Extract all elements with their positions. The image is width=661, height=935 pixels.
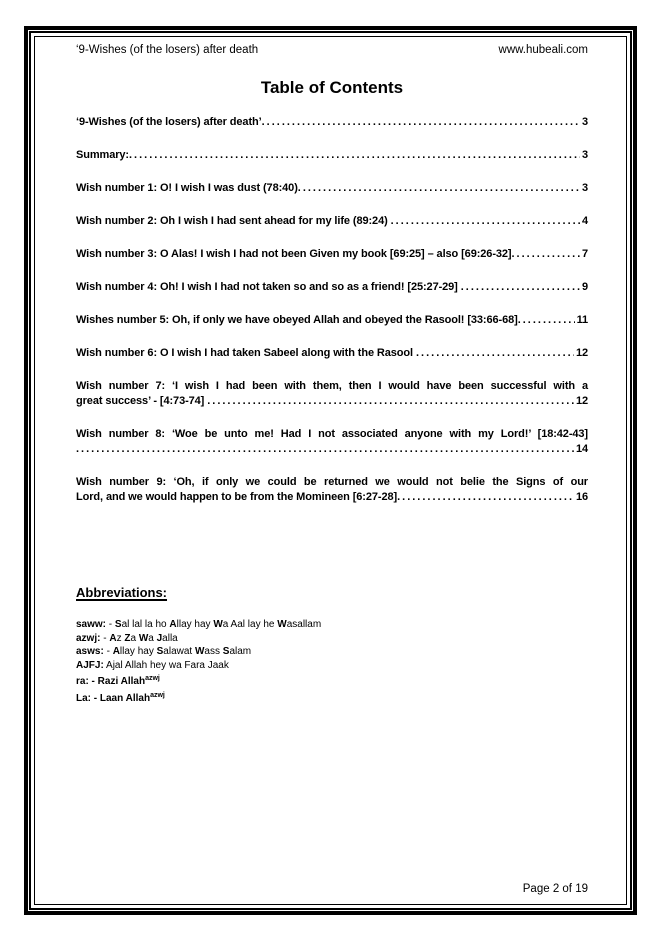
header-document-title: ‘9-Wishes (of the losers) after death bbox=[76, 44, 259, 56]
page-header bbox=[76, 43, 588, 57]
toc-title: Table of Contents bbox=[260, 78, 404, 97]
abbreviation-segment: Z bbox=[124, 632, 131, 644]
toc-page-number: 11 bbox=[576, 314, 588, 326]
toc-entry[interactable] bbox=[76, 181, 588, 196]
abbreviation-segment: llay hay bbox=[119, 646, 157, 657]
abbreviation-segment: - bbox=[106, 619, 115, 630]
abbreviation-line bbox=[76, 689, 588, 706]
toc-entry[interactable] bbox=[76, 115, 588, 130]
abbreviation-segment: al lal la ho bbox=[121, 619, 170, 630]
toc-page-number: 12 bbox=[575, 395, 588, 407]
toc-page-number: 7 bbox=[581, 248, 588, 260]
abbreviation-segment: W bbox=[213, 619, 223, 630]
toc-dot-leader bbox=[511, 247, 579, 262]
toc-dot-leader bbox=[416, 346, 574, 361]
abbreviation-segment: J bbox=[156, 632, 163, 644]
toc-dot-leader bbox=[207, 394, 574, 409]
abbreviation-segment: W bbox=[194, 646, 205, 657]
abbreviation-line bbox=[76, 645, 588, 659]
toc-dot-leader bbox=[76, 442, 574, 457]
toc-page-number: 3 bbox=[581, 116, 588, 128]
toc-entry-text: great success’ - [4:73-74] bbox=[76, 395, 208, 407]
abbreviation-segment: a Aal lay he bbox=[222, 619, 278, 630]
abbreviations-section bbox=[76, 585, 588, 705]
abbreviation-segment: asallam bbox=[286, 619, 322, 630]
toc-dot-leader bbox=[391, 214, 580, 229]
toc-entry-text: Wish number 1: O! I wish I was dust (78:40) bbox=[76, 182, 298, 194]
toc-entry[interactable] bbox=[76, 427, 588, 457]
abbreviation-line bbox=[76, 672, 588, 689]
toc-page-number: 3 bbox=[581, 149, 588, 161]
toc-page-number: 3 bbox=[581, 182, 588, 194]
toc-page-number: 9 bbox=[581, 281, 588, 293]
toc-dot-leader bbox=[397, 490, 574, 505]
abbreviation-segment: azwj bbox=[150, 691, 165, 699]
toc-entry-text: Wish number 6: O I wish I had taken Sabeel along with the Rasool bbox=[76, 347, 416, 359]
abbreviation-segment: asws: bbox=[76, 646, 104, 657]
toc-entry[interactable] bbox=[76, 313, 588, 328]
toc-entry[interactable] bbox=[76, 247, 588, 262]
abbreviations-list bbox=[76, 618, 588, 705]
abbreviation-segment: AJFJ: bbox=[76, 659, 104, 671]
toc-entry-text: Wish number 2: Oh I wish I had sent ahead for my life (89:24) bbox=[76, 215, 391, 227]
toc-entry-wrapped-line: Wish number 9: ‘Oh, if only we could be returned we would not belie the Signs of our bbox=[76, 476, 588, 488]
toc-entry-wrapped-line: Wish number 8: ‘Woe be unto me! Had I not associated anyone with my Lord!’ [18:42-43] bbox=[76, 428, 588, 440]
toc-page-number: 14 bbox=[575, 443, 588, 455]
abbreviation-segment: A bbox=[109, 632, 117, 644]
toc-entry[interactable] bbox=[76, 280, 588, 295]
abbreviation-segment: - bbox=[100, 632, 110, 644]
abbreviation-segment: La: - Laan Allah bbox=[76, 692, 151, 704]
abbreviation-segment: S bbox=[222, 646, 230, 657]
abbreviations-heading: Abbreviations: bbox=[76, 585, 168, 600]
toc-page-number: 12 bbox=[575, 347, 588, 359]
toc-entry[interactable] bbox=[76, 475, 588, 505]
abbreviation-segment: alawat bbox=[163, 646, 195, 657]
abbreviation-segment: A bbox=[112, 646, 120, 657]
abbreviation-segment: a bbox=[148, 632, 157, 644]
abbreviation-line bbox=[76, 659, 588, 673]
toc-entry-text: Wish number 4: Oh! I wish I had not taken so and so as a friend! [25:27-29] bbox=[76, 281, 461, 293]
toc-dot-leader bbox=[262, 115, 580, 130]
toc-entry-text: Wish number 3: O Alas! I wish I had not been Given my book [69:25] – also [69:26-32] bbox=[76, 248, 512, 260]
page-border-inner bbox=[34, 36, 627, 905]
toc-dot-leader bbox=[129, 148, 580, 163]
abbreviation-segment: - bbox=[103, 646, 113, 657]
toc-entry-text: ‘9-Wishes (of the losers) after death’ bbox=[76, 116, 262, 128]
toc-entry-text: Wishes number 5: Oh, if only we have obeyed Allah and obeyed the Rasool! [33:66-68] bbox=[76, 314, 518, 326]
toc-dot-leader bbox=[298, 181, 580, 196]
toc-entry[interactable] bbox=[76, 214, 588, 229]
toc-list bbox=[76, 115, 588, 505]
abbreviation-segment: A bbox=[169, 619, 177, 630]
toc-page-number: 16 bbox=[575, 491, 588, 503]
abbreviation-segment: W bbox=[138, 632, 149, 644]
abbreviation-segment: S bbox=[114, 619, 122, 630]
toc-entry-text: Summary: bbox=[76, 149, 129, 161]
header-website-url: www.hubeali.com bbox=[498, 44, 588, 56]
abbreviation-segment: z bbox=[116, 632, 125, 644]
abbreviation-segment: azwj: bbox=[76, 632, 101, 644]
toc-page-number: 4 bbox=[581, 215, 588, 227]
abbreviation-segment: llay hay bbox=[176, 619, 214, 630]
abbreviation-segment: saww: bbox=[76, 619, 107, 630]
toc-entry-text: Lord, and we would happen to be from the Momineen [6:27-28] bbox=[76, 491, 398, 503]
toc-entry[interactable] bbox=[76, 346, 588, 361]
toc-entry[interactable] bbox=[76, 148, 588, 163]
abbreviation-segment: alam bbox=[229, 646, 252, 657]
page-content bbox=[35, 37, 626, 904]
abbreviation-segment: azwj bbox=[145, 675, 160, 682]
abbreviation-segment: a bbox=[130, 632, 139, 644]
toc-entry-wrapped-line: Wish number 7: ‘I wish I had been with them, then I would have been successful with a bbox=[76, 380, 588, 392]
page-border-middle bbox=[29, 31, 632, 910]
abbreviation-segment: W bbox=[277, 619, 287, 630]
abbreviation-line bbox=[76, 618, 588, 632]
abbreviation-segment: S bbox=[156, 646, 164, 657]
abbreviation-line bbox=[76, 632, 588, 646]
toc-dot-leader bbox=[518, 313, 575, 328]
toc-dot-leader bbox=[461, 280, 580, 295]
abbreviation-segment: ra: - Razi Allah bbox=[76, 676, 146, 687]
toc-entry[interactable] bbox=[76, 379, 588, 409]
page-border-outer bbox=[24, 26, 637, 915]
footer-page-number: Page 2 of 19 bbox=[522, 883, 588, 895]
abbreviation-segment: ass bbox=[204, 646, 223, 657]
abbreviation-segment: alla bbox=[162, 632, 178, 644]
abbreviation-segment: Ajal Allah hey wa Fara Jaak bbox=[103, 659, 229, 671]
